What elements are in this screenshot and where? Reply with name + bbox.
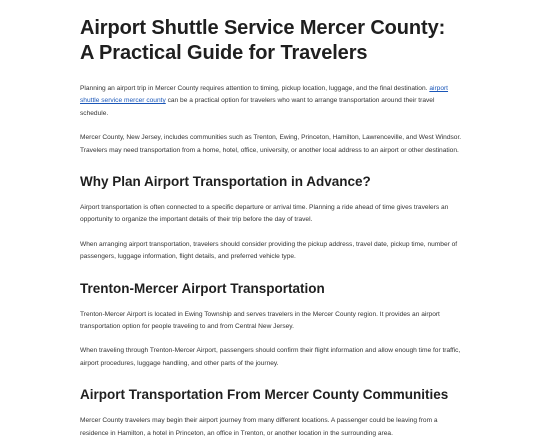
trenton-mercer-paragraph-1: Trenton-Mercer Airport is located in Ewing Township and serves travelers in the Mercer County region. It provides an airport transportation option for people traveling to and from Central New Jersey. — [80, 310, 440, 331]
page-title: Airport Shuttle Service Mercer County: A Practical Guide for Travelers — [80, 17, 446, 64]
trenton-mercer-paragraph-2: When traveling through Trenton-Mercer Airport, passengers should confirm their flight information and allow enough time for traffic, airport procedures, luggage handling, and other parts of the journey. — [80, 347, 461, 367]
plan-ahead-paragraph-1: Airport transportation is often connected to a specific departure or arrival time. Planning a ride ahead of time gives travelers an opportunity to organize the important details of their trip before the day of travel. — [80, 204, 449, 224]
section-heading-communities: Airport Transportation From Mercer County Communities — [80, 387, 449, 403]
section-heading-trenton-mercer: Trenton-Mercer Airport Transportation — [80, 280, 325, 296]
shuttle-service-link[interactable]: airport shuttle service mercer county — [80, 85, 449, 105]
section-heading-plan-ahead: Why Plan Airport Transportation in Advance? — [80, 174, 371, 190]
intro-text-after-link: can be a practical option for travelers who want to arrange transportation around their travel schedule. — [80, 97, 435, 117]
article-content — [80, 16, 462, 440]
intro-paragraph — [80, 83, 462, 120]
intro-text: Planning an airport trip in Mercer County requires attention to timing, pickup location, luggage, and the final destination. — [80, 85, 428, 92]
communities-section-paragraph-1: Mercer County travelers may begin their airport journey from many different locations. A passenger could be leaving from a residence in Hamilton, a hotel in Princeton, an office in Trenton, or another location in the surrounding area. — [80, 417, 438, 437]
plan-ahead-paragraph-2: When arranging airport transportation, travelers should consider providing the pickup address, travel date, pickup time, number of passengers, luggage information, flight details, and preferred vehicle type. — [80, 240, 458, 261]
title-block — [80, 16, 462, 66]
communities-paragraph: Mercer County, New Jersey, includes communities such as Trenton, Ewing, Princeton, Hamilton, Lawrenceville, and West Windsor. Travelers may need transportation from a home, hotel, office, university, or another local address to an airport or other destination. — [80, 134, 462, 154]
